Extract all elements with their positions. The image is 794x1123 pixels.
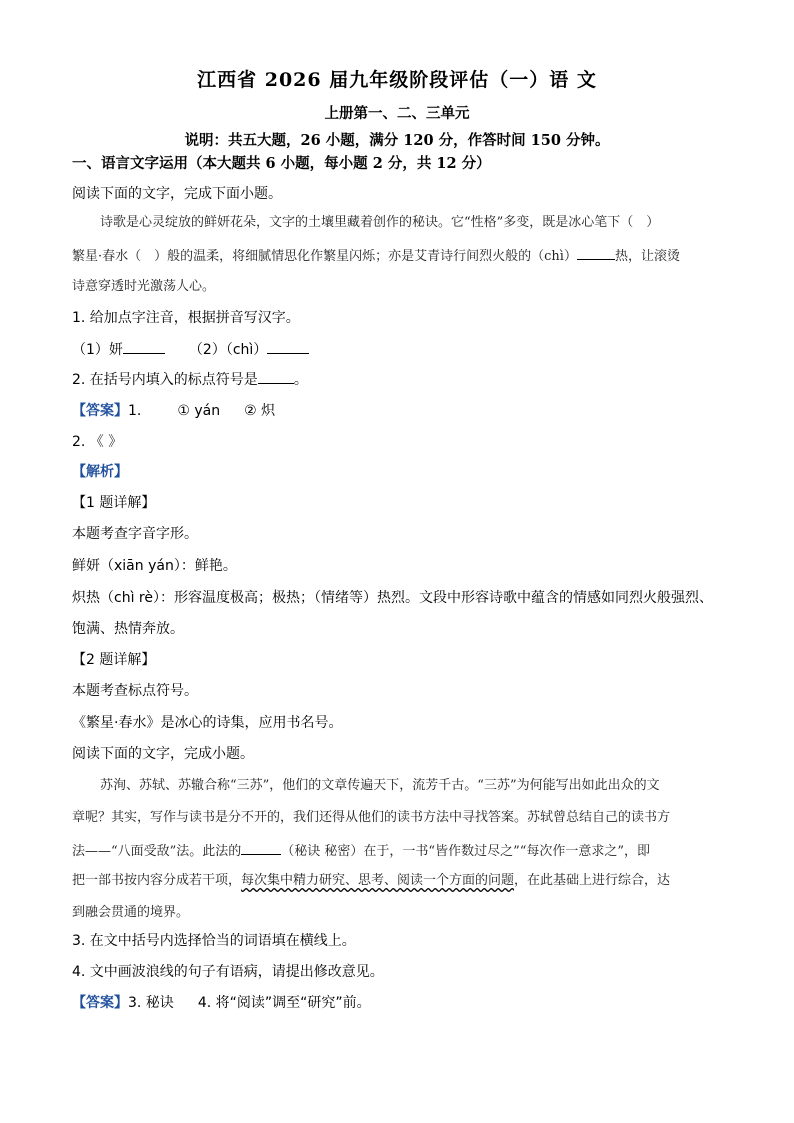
passage-line: 把一部书按内容分成若干项，每次集中精力研究、思考、阅读一个方面的问题，在此基础上进行综合，达 xyxy=(72,873,671,888)
passage-line: 诗意穿透时光激荡人心。 xyxy=(72,279,216,294)
answer-item: 3. 秘诀 xyxy=(128,995,174,1011)
detail-heading: 【2 题详解】 xyxy=(72,652,156,668)
passage-text: 繁星·春水（ ）般的温柔，将细腻情思化作繁星闪烁；亦是艾青诗行间烈火般的（chì） xyxy=(72,249,577,264)
detail-heading: 【1 题详解】 xyxy=(72,495,156,511)
passage-line: 苏洵、苏轼、苏辙合称“三苏”，他们的文章传遍天下，流芳千古。“三苏”为何能写出如此出众的文 xyxy=(100,778,660,793)
page-subtitle: 上册第一、二、三单元 xyxy=(324,105,470,122)
analysis-text: 本题考查字音字形。 xyxy=(72,526,198,542)
answer-tag: 【答案】 xyxy=(72,403,128,419)
answer-item: 4. 将“阅读”调至“研究”前。 xyxy=(197,995,371,1011)
question-text: 1. 给加点字注音，根据拼音写汉字。 xyxy=(72,310,300,326)
answer-blank xyxy=(267,339,309,354)
subpart-label: （1）妍 xyxy=(72,342,123,358)
answer-tag: 【答案】 xyxy=(72,995,128,1011)
question-label: 2. 在括号内填入的标点符号是 xyxy=(72,372,258,388)
exam-instructions: 说明：共五大题，26 小题，满分 120 分，作答时间 150 分钟。 xyxy=(184,132,610,149)
analysis-text: 鲜妍（xiān yán）：鲜艳。 xyxy=(72,558,237,574)
passage-line: 诗歌是心灵绽放的鲜妍花朵，文字的土壤里藏着创作的秘诀。它“性格”多变，既是冰心笔下（ ） xyxy=(100,215,660,230)
answer-item: ② 炽 xyxy=(244,403,276,419)
analysis-tag: 【解析】 xyxy=(72,464,128,480)
question-text: 3. 在文中括号内选择恰当的词语填在横线上。 xyxy=(72,933,356,949)
page-title: 江西省 2026 届九年级阶段评估（一）语 文 xyxy=(197,69,597,91)
passage-line: 法——“八面受敌”法。此法的 （秘诀 秘密）在于，一书“皆作数过尽之”“每次作一意求之”，即 xyxy=(72,840,650,862)
passage-text: 热，让滚烫 xyxy=(614,249,680,264)
analysis-text: 饱满、热情奔放。 xyxy=(72,621,184,637)
analysis-text: 炽热（chì rè）：形容温度极高；极热；（情绪等）热烈。文段中形容诗歌中蕴含的情感如同烈火般强烈、 xyxy=(72,590,713,606)
passage-line xyxy=(72,245,680,267)
answer-blank xyxy=(241,840,281,855)
analysis-text: 《繁星·春水》是冰心的诗集，应用书名号。 xyxy=(72,715,343,731)
answer-blank xyxy=(577,245,615,260)
answer-line: 【答案】1. ① yán ② 炽 xyxy=(72,403,276,419)
subpart-label: （2）（chì） xyxy=(188,342,268,358)
question-text: 4. 文中画波浪线的句子有语病，请提出修改意见。 xyxy=(72,964,384,980)
passage-line: 到融会贯通的境界。 xyxy=(72,905,190,920)
passage-line: 章呢？其实，写作与读书是分不开的，我们还得从他们的读书方法中寻找答案。苏轼曾总结自己的读书方 xyxy=(72,810,671,825)
section-heading: 一、语言文字运用（本大题共 6 小题，每小题 2 分，共 12 分） xyxy=(72,155,491,172)
wavy-underlined-sentence: 每次集中精力研究、思考、阅读一个方面的问题 xyxy=(241,873,515,888)
question-text: 2. 在括号内填入的标点符号是 。 xyxy=(72,369,308,390)
passage-intro: 阅读下面的文字，完成下面小题。 xyxy=(72,186,282,202)
answer-line xyxy=(72,993,371,1013)
answer-item: ① yán xyxy=(177,403,221,419)
answer-line: 2. 《 》 xyxy=(72,434,123,450)
analysis-text: 本题考查标点符号。 xyxy=(72,683,198,699)
answer-blank xyxy=(258,369,294,384)
passage-intro: 阅读下面的文字，完成小题。 xyxy=(72,746,254,762)
question-subparts xyxy=(72,339,309,360)
answer-blank xyxy=(123,339,165,354)
